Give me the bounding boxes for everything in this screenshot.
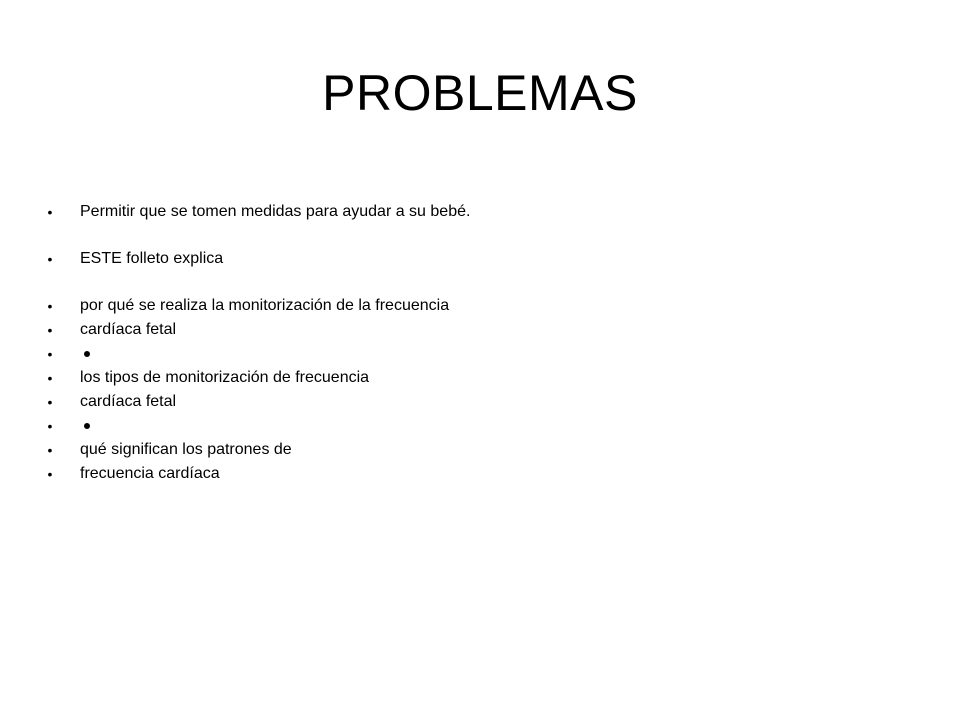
bullet-icon: • xyxy=(47,370,53,386)
bullet-icon: • xyxy=(47,346,53,362)
inner-dot-icon xyxy=(84,423,90,429)
bullet-item xyxy=(44,462,904,486)
bullet-text: cardíaca fetal xyxy=(80,321,177,338)
bullet-text: cardíaca fetal xyxy=(80,393,177,410)
bullet-icon: • xyxy=(47,418,53,434)
slide-title: PROBLEMAS xyxy=(322,65,638,121)
bullet-item xyxy=(44,318,904,342)
bullet-icon: • xyxy=(47,442,53,458)
bullet-item xyxy=(44,414,904,438)
bullet-text: Permitir que se tomen medidas para ayudar a su bebé. xyxy=(80,203,471,220)
bullet-icon: • xyxy=(47,322,53,338)
bullet-icon: • xyxy=(47,298,53,314)
bullet-text: los tipos de monitorización de frecuencia xyxy=(80,369,370,386)
bullet-icon: • xyxy=(47,204,53,220)
bullet-item xyxy=(44,390,904,414)
bullet-icon: • xyxy=(47,466,53,482)
bullet-item xyxy=(44,342,904,366)
bullet-list xyxy=(44,200,904,486)
inner-dot-icon xyxy=(84,351,90,357)
bullet-text: ESTE folleto explica xyxy=(80,250,224,267)
bullet-icon: • xyxy=(47,394,53,410)
bullet-text: por qué se realiza la monitorización de la frecuencia xyxy=(80,297,450,314)
bullet-text: qué significan los patrones de xyxy=(80,441,292,458)
bullet-icon: • xyxy=(47,251,53,267)
bullet-item xyxy=(44,366,904,390)
bullet-item xyxy=(44,438,904,462)
bullet-item xyxy=(44,294,904,318)
bullet-item xyxy=(44,200,904,224)
bullet-item xyxy=(44,247,904,271)
bullet-text: frecuencia cardíaca xyxy=(80,465,220,482)
